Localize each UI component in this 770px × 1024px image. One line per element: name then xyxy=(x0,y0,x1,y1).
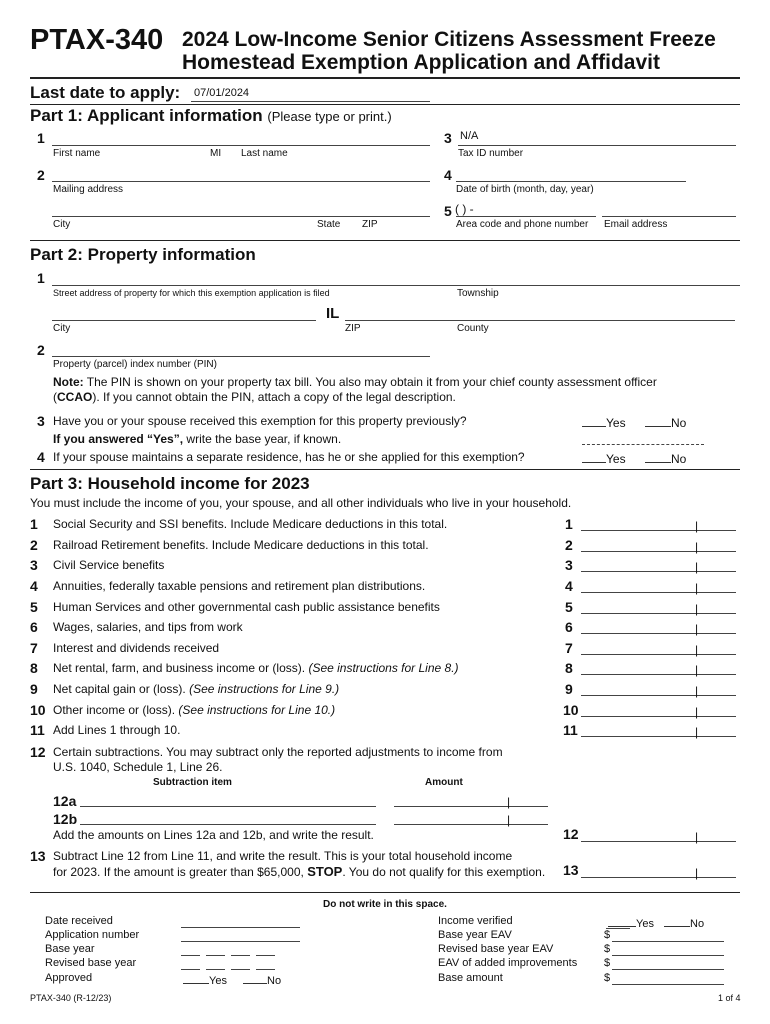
l12-total-field[interactable] xyxy=(581,841,736,842)
phone-label: Area code and phone number xyxy=(456,219,589,230)
form-id: PTAX-340 xyxy=(30,24,164,56)
approved-yes: Yes xyxy=(183,972,227,987)
income-line-number: 6 xyxy=(30,619,38,635)
pin-field[interactable] xyxy=(52,356,430,357)
office-year-digit-field xyxy=(206,955,225,956)
cents-divider: | xyxy=(695,643,699,657)
p1-n2: 2 xyxy=(37,167,45,183)
income-line-number: 2 xyxy=(30,537,38,553)
income-line-text: Annuities, federally taxable pensions and retirement plan distributions. xyxy=(53,579,426,593)
sub-item-header: Subtraction item xyxy=(153,777,232,788)
q3-no[interactable]: No xyxy=(645,414,686,430)
income-line-text: Other income or (loss). (See instructions for Line 10.) xyxy=(53,703,336,717)
form-title-line1: 2024 Low-Income Senior Citizens Assessment Freeze xyxy=(182,28,716,51)
income-line-number: 9 xyxy=(30,681,38,697)
income-line-number: 4 xyxy=(30,578,38,594)
office-left-label: Application number xyxy=(45,929,140,941)
base-year-field[interactable] xyxy=(582,444,704,445)
last-date-label: Last date to apply: xyxy=(30,83,181,102)
q3-text: Have you or your spouse received this exemption for this property previously? xyxy=(53,414,467,428)
property-zip-county-field[interactable] xyxy=(345,320,735,321)
income-line-number-right: 5 xyxy=(565,599,573,615)
pin-note-line2: (CCAO). If you cannot obtain the PIN, attach a copy of the legal description. xyxy=(53,390,456,404)
office-heading: Do not write in this space. xyxy=(323,899,447,910)
office-left-field xyxy=(181,927,300,928)
income-line-amount-field[interactable] xyxy=(581,530,736,531)
p3-n12: 12 xyxy=(30,744,46,760)
l12b-amount-field[interactable] xyxy=(394,824,548,825)
q4-no[interactable]: No xyxy=(645,450,686,466)
email-label: Email address xyxy=(604,219,668,230)
dob-field[interactable] xyxy=(456,181,686,182)
l12b-item-field[interactable] xyxy=(80,824,376,825)
p3-n13: 13 xyxy=(30,848,46,864)
office-left-label: Approved xyxy=(45,972,93,984)
income-line-number-right: 8 xyxy=(565,660,573,676)
office-amount-field xyxy=(612,955,724,956)
income-line-amount-field[interactable] xyxy=(581,695,736,696)
office-left-field xyxy=(181,941,300,942)
income-line-text: Add Lines 1 through 10. xyxy=(53,723,181,737)
street-label: Street address of property for which this exemption application is filed xyxy=(53,288,330,298)
office-right-label: Base year EAV xyxy=(438,929,512,941)
income-line-text: Human Services and other governmental cash public assistance benefits xyxy=(53,600,440,614)
cents-divider: | xyxy=(695,684,699,698)
income-verified-yes: Yes xyxy=(608,915,654,930)
mi-label: MI xyxy=(210,148,222,159)
county-label: County xyxy=(457,323,489,334)
p2-n2: 2 xyxy=(37,342,45,358)
income-line-number: 1 xyxy=(30,516,38,532)
office-right-label: Revised base year EAV xyxy=(438,943,554,955)
income-line-number-right: 2 xyxy=(565,537,573,553)
q4-yes[interactable]: Yes xyxy=(582,450,626,466)
l12-text1: Certain subtractions. You may subtract only the reported adjustments to income from xyxy=(53,745,503,759)
income-line-amount-field[interactable] xyxy=(581,571,736,572)
income-line-text: Net capital gain or (loss). (See instructions for Line 9.) xyxy=(53,682,340,696)
cents-divider: | xyxy=(695,540,699,554)
l12a-item-field[interactable] xyxy=(80,806,376,807)
cents-divider: | xyxy=(695,663,699,677)
dob-label: Date of birth (month, day, year) xyxy=(456,184,594,195)
office-right-label: EAV of added improvements xyxy=(438,957,578,969)
p2-n3: 3 xyxy=(37,413,45,429)
last-name-label: Last name xyxy=(241,148,288,159)
cents-divider: | xyxy=(695,602,699,616)
income-verified-no: No xyxy=(664,915,704,930)
phone-template: ( ) - xyxy=(455,202,474,216)
l13-text1: Subtract Line 12 from Line 11, and write the result. This is your total household income xyxy=(53,849,513,863)
income-line-number: 11 xyxy=(30,722,45,738)
income-line-number-right: 3 xyxy=(565,557,573,573)
income-line-amount-field[interactable] xyxy=(581,613,736,614)
income-line-number-right: 7 xyxy=(565,640,573,656)
part2-heading: Part 2: Property information xyxy=(30,245,256,264)
form-title-line2: Homestead Exemption Application and Affidavit xyxy=(182,51,660,74)
l12-add: Add the amounts on Lines 12a and 12b, and write the result. xyxy=(53,828,374,842)
mailing-address-field[interactable] xyxy=(52,181,430,182)
cents-divider: | xyxy=(695,581,699,595)
stop-text: STOP xyxy=(307,864,343,879)
income-line-number-right: 11 xyxy=(563,722,578,738)
income-line-number: 5 xyxy=(30,599,38,615)
email-field[interactable] xyxy=(602,216,736,217)
state-label: State xyxy=(317,219,341,230)
office-year-digit-field xyxy=(231,969,250,970)
income-line-amount-field[interactable] xyxy=(581,674,736,675)
part1-heading: Part 1: Applicant information (Please type or print.) xyxy=(30,106,392,125)
phone-field[interactable] xyxy=(456,216,596,217)
office-amount-field xyxy=(612,969,724,970)
income-line-amount-field[interactable] xyxy=(581,654,736,655)
income-line-number-right: 10 xyxy=(563,702,579,718)
income-line-amount-field[interactable] xyxy=(581,592,736,593)
cents-divider: | xyxy=(695,622,699,636)
income-line-number: 3 xyxy=(30,557,38,573)
office-right-label: Base amount xyxy=(438,972,503,984)
il-label: IL xyxy=(326,305,340,322)
l13-text2: for 2023. If the amount is greater than $65,000, STOP. You do not qualify for this exemption. xyxy=(53,864,546,879)
form-revision: PTAX-340 (R-12/23) xyxy=(30,993,112,1003)
p2-n4: 4 xyxy=(37,449,45,465)
income-line-number-right: 1 xyxy=(565,516,573,532)
office-left-label: Date received xyxy=(45,915,113,927)
l12b-label: 12b xyxy=(53,811,78,827)
l12-total-n: 12 xyxy=(563,826,579,842)
amount-header: Amount xyxy=(425,777,463,788)
income-line-text: Interest and dividends received xyxy=(53,641,220,655)
cents-divider: | xyxy=(695,725,699,739)
office-year-digit-field xyxy=(181,969,200,970)
l12a-amount-field[interactable] xyxy=(394,806,548,807)
approved-no: No xyxy=(243,972,281,987)
name-field[interactable] xyxy=(52,145,430,146)
first-name-label: First name xyxy=(53,148,101,159)
income-line-text: Civil Service benefits xyxy=(53,558,165,572)
part3-heading: Part 3: Household income for 2023 xyxy=(30,474,310,493)
q4-text: If your spouse maintains a separate residence, has he or she applied for this exemption? xyxy=(53,450,525,464)
income-line-amount-field[interactable] xyxy=(581,716,736,717)
p2-n1: 1 xyxy=(37,270,45,286)
cents-divider: | xyxy=(695,705,699,719)
dollar-sign: $ xyxy=(604,957,611,969)
office-right-label: Income verified xyxy=(438,915,513,927)
p1-n4: 4 xyxy=(444,167,452,183)
tax-id-label: Tax ID number xyxy=(458,148,524,159)
p2-zip-label: ZIP xyxy=(345,323,361,334)
office-year-digit-field xyxy=(256,969,275,970)
income-line-text: Net rental, farm, and business income or (loss). (See instructions for Line 8.) xyxy=(53,661,459,675)
l13-total-field[interactable] xyxy=(581,877,736,878)
p1-n1: 1 xyxy=(37,130,45,146)
income-line-text: Wages, salaries, and tips from work xyxy=(53,620,243,634)
last-date-value[interactable]: 07/01/2024 xyxy=(194,87,250,99)
l12a-label: 12a xyxy=(53,793,77,809)
office-left-label: Revised base year xyxy=(45,957,137,969)
dollar-sign: $ xyxy=(604,972,611,984)
income-line-text: Railroad Retirement benefits. Include Medicare deductions in this total. xyxy=(53,538,429,552)
income-line-number: 7 xyxy=(30,640,38,656)
p1-n3: 3 xyxy=(444,130,452,146)
p2-city-label: City xyxy=(53,323,71,334)
office-year-digit-field xyxy=(231,955,250,956)
l13-total-n: 13 xyxy=(563,862,579,878)
p1-n5: 5 xyxy=(444,203,452,219)
dollar-sign: $ xyxy=(604,929,611,941)
office-amount-field xyxy=(612,984,724,985)
office-left-label: Base year xyxy=(45,943,95,955)
cents-divider: | xyxy=(695,560,699,574)
property-city-field[interactable] xyxy=(52,320,316,321)
income-line-number-right: 4 xyxy=(565,578,573,594)
property-street-field[interactable] xyxy=(52,285,740,286)
part1-heading-note: (Please type or print.) xyxy=(267,109,392,124)
q3-yes[interactable]: Yes xyxy=(582,414,626,430)
income-line-text: Social Security and SSI benefits. Include Medicare deductions in this total. xyxy=(53,517,448,531)
tax-id-value[interactable]: N/A xyxy=(460,130,479,142)
income-line-amount-field[interactable] xyxy=(581,736,736,737)
income-line-amount-field[interactable] xyxy=(581,633,736,634)
q3-sub: If you answered “Yes”, write the base year, if known. xyxy=(53,432,342,446)
income-line-number: 8 xyxy=(30,660,38,676)
part3-intro: You must include the income of you, your spouse, and all other individuals who live in your household. xyxy=(30,496,572,510)
pin-note: Note: The PIN is shown on your property tax bill. You also may obtain it from your chief county assessment officer xyxy=(53,375,657,389)
income-line-number-right: 9 xyxy=(565,681,573,697)
office-amount-field xyxy=(612,941,724,942)
income-line-amount-field[interactable] xyxy=(581,551,736,552)
office-year-digit-field xyxy=(256,955,275,956)
cents-divider: | xyxy=(695,519,699,533)
dollar-sign: $ xyxy=(604,943,611,955)
income-line-number: 10 xyxy=(30,702,46,718)
zip-label: ZIP xyxy=(362,219,378,230)
pin-label: Property (parcel) index number (PIN) xyxy=(53,359,217,370)
office-year-digit-field xyxy=(206,969,225,970)
mailing-address-label: Mailing address xyxy=(53,184,124,195)
page-number: 1 of 4 xyxy=(718,993,741,1003)
city-state-zip-field[interactable] xyxy=(52,216,430,217)
city-label: City xyxy=(53,219,71,230)
township-label: Township xyxy=(457,288,499,299)
income-line-number-right: 6 xyxy=(565,619,573,635)
l12-text2: U.S. 1040, Schedule 1, Line 26. xyxy=(53,760,223,774)
office-year-digit-field xyxy=(181,955,200,956)
